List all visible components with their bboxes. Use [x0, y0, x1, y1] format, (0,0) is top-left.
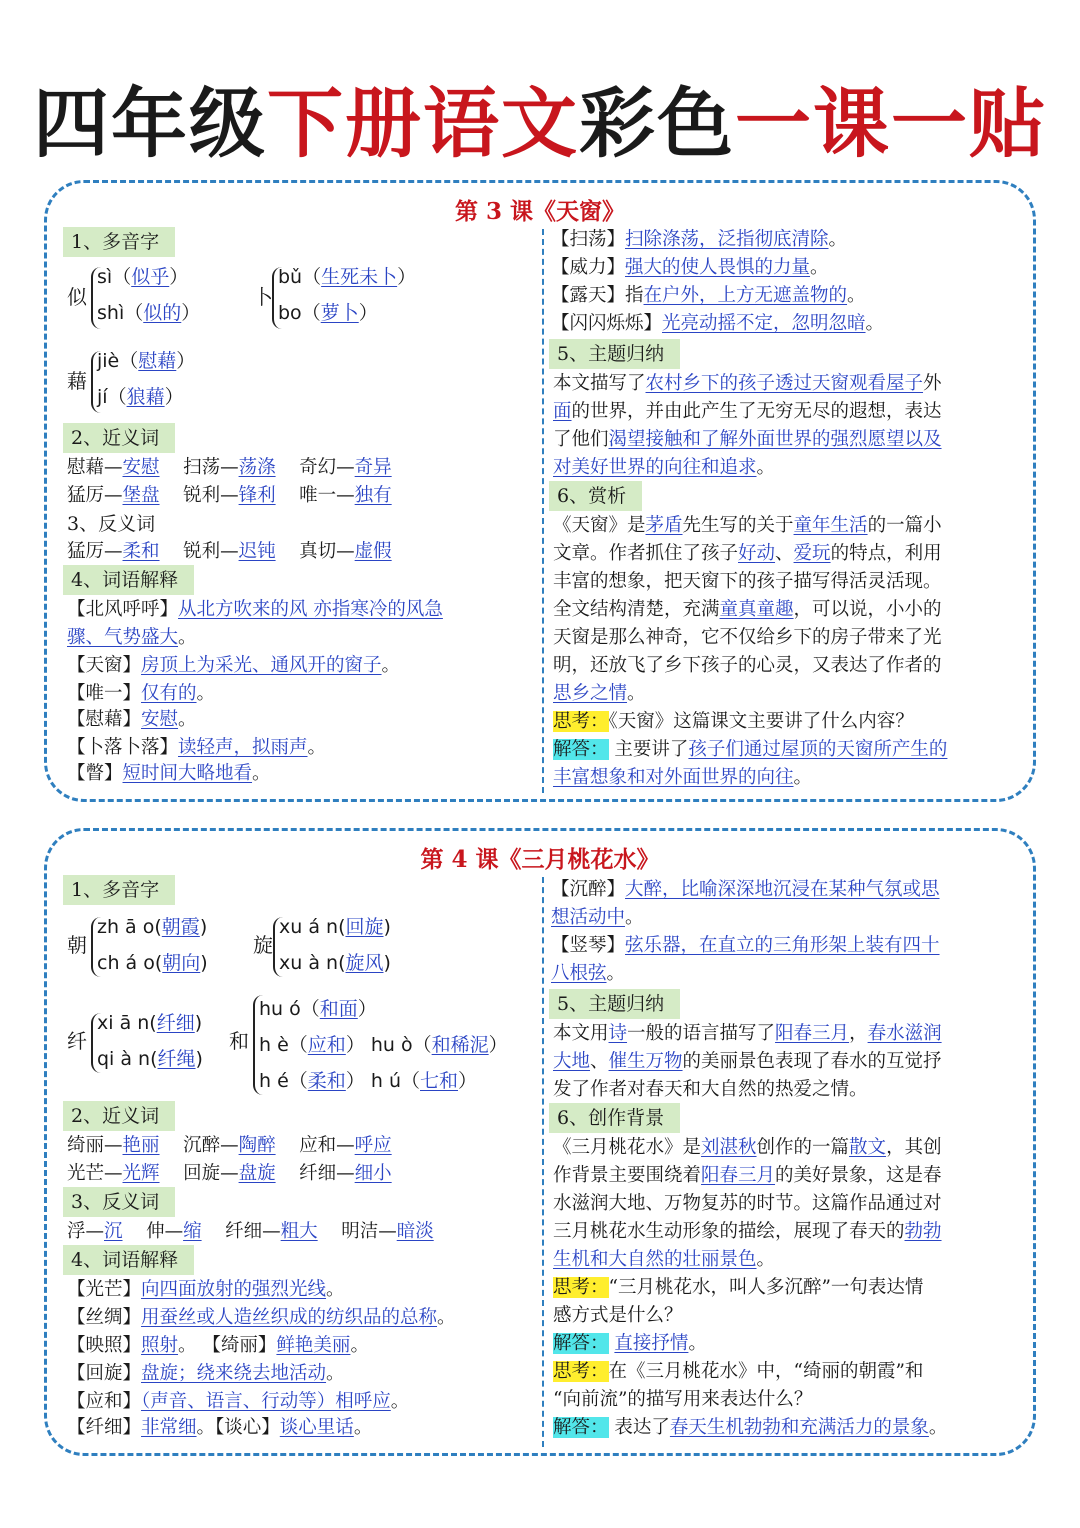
definition-item: 【天窗】房顶上为采光、通风开的窗子。	[67, 655, 401, 676]
question-badge: 思考：	[553, 711, 609, 732]
section-polyphonic: 1、多音字	[63, 875, 175, 905]
page-title: 四年级下册语文彩色一课一贴	[33, 79, 1047, 168]
theme-text: 大地、催生万物的美丽景色表现了春水的互觉抒	[553, 1051, 942, 1072]
theme-text: 对美好世界的向往和追求。	[553, 457, 776, 478]
question-item: “向前流”的描写用来表达什么？	[553, 1389, 813, 1410]
definition-item: 【威力】强大的使人畏惧的力量。	[551, 257, 829, 278]
lesson-4-card: 第 4 课《三月桃花水》 1、多音字 朝 zh ā o(朝霞) ch á o(朝向) 旋 xu á n(回旋) xu à n(旋风) 纤 xi ā n(纤细) qi à n(纤绳) 和 hu ó（和面） h è（应和） hu ò（和稀泥） h é（柔和） h ú（七和） 2、近义词 绮丽—艳丽 沉醉—陶醉 应和—呼应 光芒—光辉 回旋—盘旋 纤细—细小 3、反义词 浮—沉 伸—缩 纤细—粗大 明洁—暗淡 4、词语解释 【光芒】向四面放射的强烈光线。 【丝绸】用蚕丝或人造丝织成的纺织品的总称。 【映照】照射。 【绮丽】鲜艳美丽。 【回旋】盘旋；绕来绕去地活动。 【应和】（声音、语言、行动等）相呼应。 【纤细】非常细。【谈心】谈心里话。 【沉醉】大醉，比喻深深地沉浸在某种气氛或思 想活动中。 【竖琴】弦乐器，在直立的三角形架上装有四十 八根弦。 5、主题归纳 本文用诗一般的语言描写了阳春三月，春水滋润 大地、催生万物的美丽景色表现了春水的互觉抒 发了作者对春天和大自然的热爱之情。 6、创作背景 《三月桃花水》是刘湛秋创作的一篇散文，其创 作背景主要围绕着阳春三月的美好景象，这是春 水滋润大地、万物复苏的时节。这篇作品通过对 三月桃花水生动形象的描绘，展现了春天的勃勃 生机和大自然的壮丽景色。 思考：“三月桃花水，叫人多沉醉”一句表达情 感方式是什么？ 解答： 直接抒情。 思考：在《三月桃花水》中，“绮丽的朝霞”和 “向前流”的描写用来表达什么？ 解答： 表达了春天生机勃勃和充满活力的景象。	[44, 828, 1036, 1456]
section-polyphonic: 1、多音字	[63, 227, 175, 257]
definition-item: 【纤细】非常细。【谈心】谈心里话。	[67, 1417, 373, 1438]
definition-item: 八根弦。	[551, 963, 626, 984]
definition-item: 【丝绸】用蚕丝或人造丝织成的纺织品的总称。	[67, 1307, 456, 1328]
section-antonyms: 3、反义词	[63, 1187, 175, 1217]
appreciation-text: 明，还放飞了乡下孩子的心灵，又表达了作者的	[553, 655, 942, 676]
definition-item: 【慰藉】安慰。	[67, 709, 197, 730]
section-background: 6、创作背景	[549, 1103, 680, 1133]
theme-text: 本文描写了农村乡下的孩子透过天窗观看屋子外	[553, 373, 942, 394]
appreciation-text: 天窗是那么神奇，它不仅给乡下的房子带来了光	[553, 627, 942, 648]
antonym-row: 浮—沉 伸—缩 纤细—粗大 明洁—暗淡	[67, 1221, 434, 1242]
definition-item: 【沉醉】大醉，比喻深深地沉浸在某种气氛或思	[551, 879, 940, 900]
synonym-row: 光芒—光辉 回旋—盘旋 纤细—细小	[67, 1163, 392, 1184]
theme-text: 了他们渴望接触和了解外面世界的强烈愿望以及	[553, 429, 942, 450]
synonym-row: 猛厉—堡盘 锐利—锋利 唯一—独有	[67, 485, 392, 506]
appreciation-text: 丰富的想象，把天窗下的孩子描写得活灵活现。	[553, 571, 942, 592]
definition-item: 【竖琴】弦乐器，在直立的三角形架上装有四十	[551, 935, 940, 956]
section-synonyms: 2、近义词	[63, 1101, 175, 1131]
definition-item: 【唯一】仅有的。	[67, 683, 216, 704]
definition-item: 【闪闪烁烁】光亮动摇不定，忽明忽暗。	[551, 313, 885, 334]
section-definitions: 4、词语解释	[63, 565, 194, 595]
appreciation-text: 全文结构清楚，充满童真童趣，可以说，小小的	[553, 599, 942, 620]
answer-badge: 解答：	[553, 1417, 609, 1438]
definition-item: 【光芒】向四面放射的强烈光线。	[67, 1279, 345, 1300]
background-text: 《三月桃花水》是刘湛秋创作的一篇散文，其创	[553, 1137, 942, 1158]
definition-item: 【应和】（声音、语言、行动等）相呼应。	[67, 1391, 410, 1412]
background-text: 水滋润大地、万物复苏的时节。这篇作品通过对	[553, 1193, 942, 1214]
theme-text: 面的世界，并由此产生了无穷无尽的遐想，表达	[553, 401, 942, 422]
synonym-row: 慰藉—安慰 扫荡—荡涤 奇幻—奇异	[67, 457, 392, 478]
lesson-heading: 第 4 课《三月桃花水》	[420, 846, 660, 873]
synonym-row: 绮丽—艳丽 沉醉—陶醉 应和—呼应	[67, 1135, 392, 1156]
question-item: 思考：《天窗》这篇课文主要讲了什么内容？	[553, 711, 914, 732]
section-synonyms: 2、近义词	[63, 423, 175, 453]
definition-item: 【映照】照射。 【绮丽】鲜艳美丽。	[67, 1335, 369, 1356]
definition-item: 想活动中。	[551, 907, 644, 928]
appreciation-text: 思乡之情。	[553, 683, 646, 704]
background-text: 三月桃花水生动形象的描绘，展现了春天的勃勃	[553, 1221, 942, 1242]
section-theme: 5、主题归纳	[549, 339, 680, 369]
answer-badge: 解答：	[553, 1333, 609, 1354]
appreciation-text: 《天窗》是茅盾先生写的关于童年生活的一篇小	[553, 515, 942, 536]
background-text: 作背景主要围绕着阳春三月的美好景象，这是春	[553, 1165, 942, 1186]
section-definitions: 4、词语解释	[63, 1245, 194, 1275]
lesson-heading: 第 3 课《天窗》	[454, 198, 626, 225]
question-badge: 思考：	[553, 1361, 609, 1382]
column-divider	[542, 877, 544, 1447]
section-appreciation: 6、赏析	[549, 481, 642, 511]
answer-item: 丰富想象和对外面世界的向往。	[553, 767, 813, 788]
column-divider	[542, 229, 544, 793]
definition-item: 【露天】指在户外，上方无遮盖物的。	[551, 285, 866, 306]
question-item: 思考：“三月桃花水，叫人多沉醉”一句表达情	[553, 1277, 924, 1298]
appreciation-text: 文章。作者抓住了孩子好动、爱玩的特点，利用	[553, 543, 942, 564]
question-item: 感方式是什么？	[553, 1305, 683, 1326]
section-theme: 5、主题归纳	[549, 989, 680, 1019]
theme-text: 发了作者对春天和大自然的热爱之情。	[553, 1079, 868, 1100]
definition-item: 【扫荡】扫除涤荡，泛指彻底清除。	[551, 229, 848, 250]
answer-item: 解答： 表达了春天生机勃勃和充满活力的景象。	[553, 1417, 948, 1438]
antonym-row: 猛厉—柔和 锐利—迟钝 真切—虚假	[67, 541, 392, 562]
definition-item: 【回旋】盘旋；绕来绕去地活动。	[67, 1363, 345, 1384]
definition-item: 【卜落卜落】读轻声，拟雨声。	[67, 737, 327, 758]
answer-item: 解答： 主要讲了孩子们通过屋顶的天窗所产生的	[553, 739, 948, 760]
answer-item: 解答： 直接抒情。	[553, 1333, 707, 1354]
question-badge: 思考：	[553, 1277, 609, 1298]
section-antonyms: 3、反义词	[67, 513, 156, 535]
answer-badge: 解答：	[553, 739, 609, 760]
definition-item: 【瞥】短时间大略地看。	[67, 763, 271, 784]
question-item: 思考：在《三月桃花水》中，“绮丽的朝霞”和	[553, 1361, 924, 1382]
lesson-3-card: 第 3 课《天窗》 1、多音字 似 sì（似乎） shì（似的） 卜 bǔ（生死未卜） bo（萝卜） 藉 jiè（慰藉） jí（狼藉） 2、近义词 慰藉—安慰 扫荡—荡涤 奇幻—奇异 猛厉—堡盘 锐利—锋利 唯一—独有 3、反义词 猛厉—柔和 锐利—迟钝 真切—虚假 4、词语解释 【北风呼呼】从北方吹来的风 亦指寒冷的风急 骤、气势盛大。 【天窗】房顶上为采光、通风开的窗子。 【唯一】仅有的。 【慰藉】安慰。 【卜落卜落】读轻声，拟雨声。 【瞥】短时间大略地看。 【扫荡】扫除涤荡，泛指彻底清除。 【威力】强大的使人畏惧的力量。 【露天】指在户外，上方无遮盖物的。 【闪闪烁烁】光亮动摇不定，忽明忽暗。 5、主题归纳 本文描写了农村乡下的孩子透过天窗观看屋子外 面的世界，并由此产生了无穷无尽的遐想，表达 了他们渴望接触和了解外面世界的强烈愿望以及 对美好世界的向往和追求。 6、赏析 《天窗》是茅盾先生写的关于童年生活的一篇小 文章。作者抓住了孩子好动、爱玩的特点，利用 丰富的想象，把天窗下的孩子描写得活灵活现。 全文结构清楚，充满童真童趣，可以说，小小的 天窗是那么神奇，它不仅给乡下的房子带来了光 明，还放飞了乡下孩子的心灵，又表达了作者的 思乡之情。 思考：《天窗》这篇课文主要讲了什么内容？ 解答： 主要讲了孩子们通过屋顶的天窗所产生的 丰富想象和对外面世界的向往。	[44, 180, 1036, 802]
background-text: 生机和大自然的壮丽景色。	[553, 1249, 776, 1270]
theme-text: 本文用诗一般的语言描写了阳春三月，春水滋润	[553, 1023, 942, 1044]
definition-item: 骤、气势盛大。	[67, 627, 197, 648]
definition-item: 【北风呼呼】从北方吹来的风 亦指寒冷的风急	[67, 599, 443, 620]
